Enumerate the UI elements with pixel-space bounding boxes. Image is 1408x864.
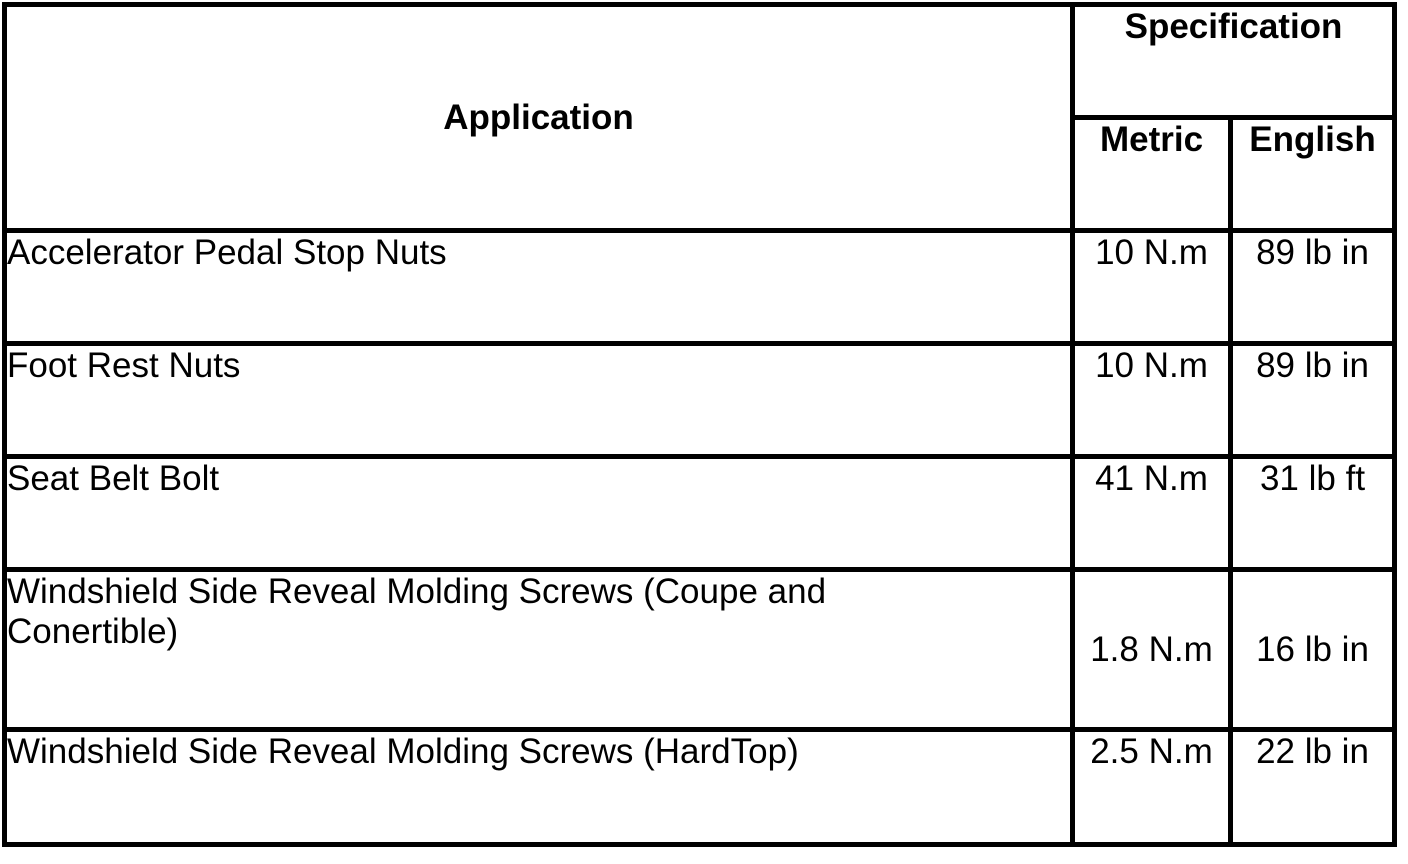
table-row (5, 730, 1395, 845)
english-cell: 89 lb in (1231, 231, 1395, 344)
english-cell: 31 lb ft (1231, 457, 1395, 570)
header-row-top (5, 5, 1395, 118)
table-row (5, 457, 1395, 570)
table-row (5, 231, 1395, 344)
english-header: English (1231, 118, 1395, 231)
table-row (5, 570, 1395, 730)
application-header: Application (5, 5, 1073, 231)
torque-spec-table (2, 2, 1397, 847)
metric-header: Metric (1073, 118, 1231, 231)
english-cell: 22 lb in (1231, 730, 1395, 845)
specification-header: Specification (1073, 5, 1395, 118)
table-row (5, 344, 1395, 457)
metric-cell: 41 N.m (1073, 457, 1231, 570)
english-cell: 89 lb in (1231, 344, 1395, 457)
application-cell: Windshield Side Reveal Molding Screws (HardTop) (5, 730, 1073, 845)
metric-cell: 1.8 N.m (1073, 570, 1231, 730)
application-cell: Accelerator Pedal Stop Nuts (5, 231, 1073, 344)
application-cell: Seat Belt Bolt (5, 457, 1073, 570)
application-cell: Windshield Side Reveal Molding Screws (Coupe and Conertible) (5, 570, 1073, 730)
metric-cell: 2.5 N.m (1073, 730, 1231, 845)
metric-cell: 10 N.m (1073, 344, 1231, 457)
metric-cell: 10 N.m (1073, 231, 1231, 344)
english-cell: 16 lb in (1231, 570, 1395, 730)
application-cell: Foot Rest Nuts (5, 344, 1073, 457)
